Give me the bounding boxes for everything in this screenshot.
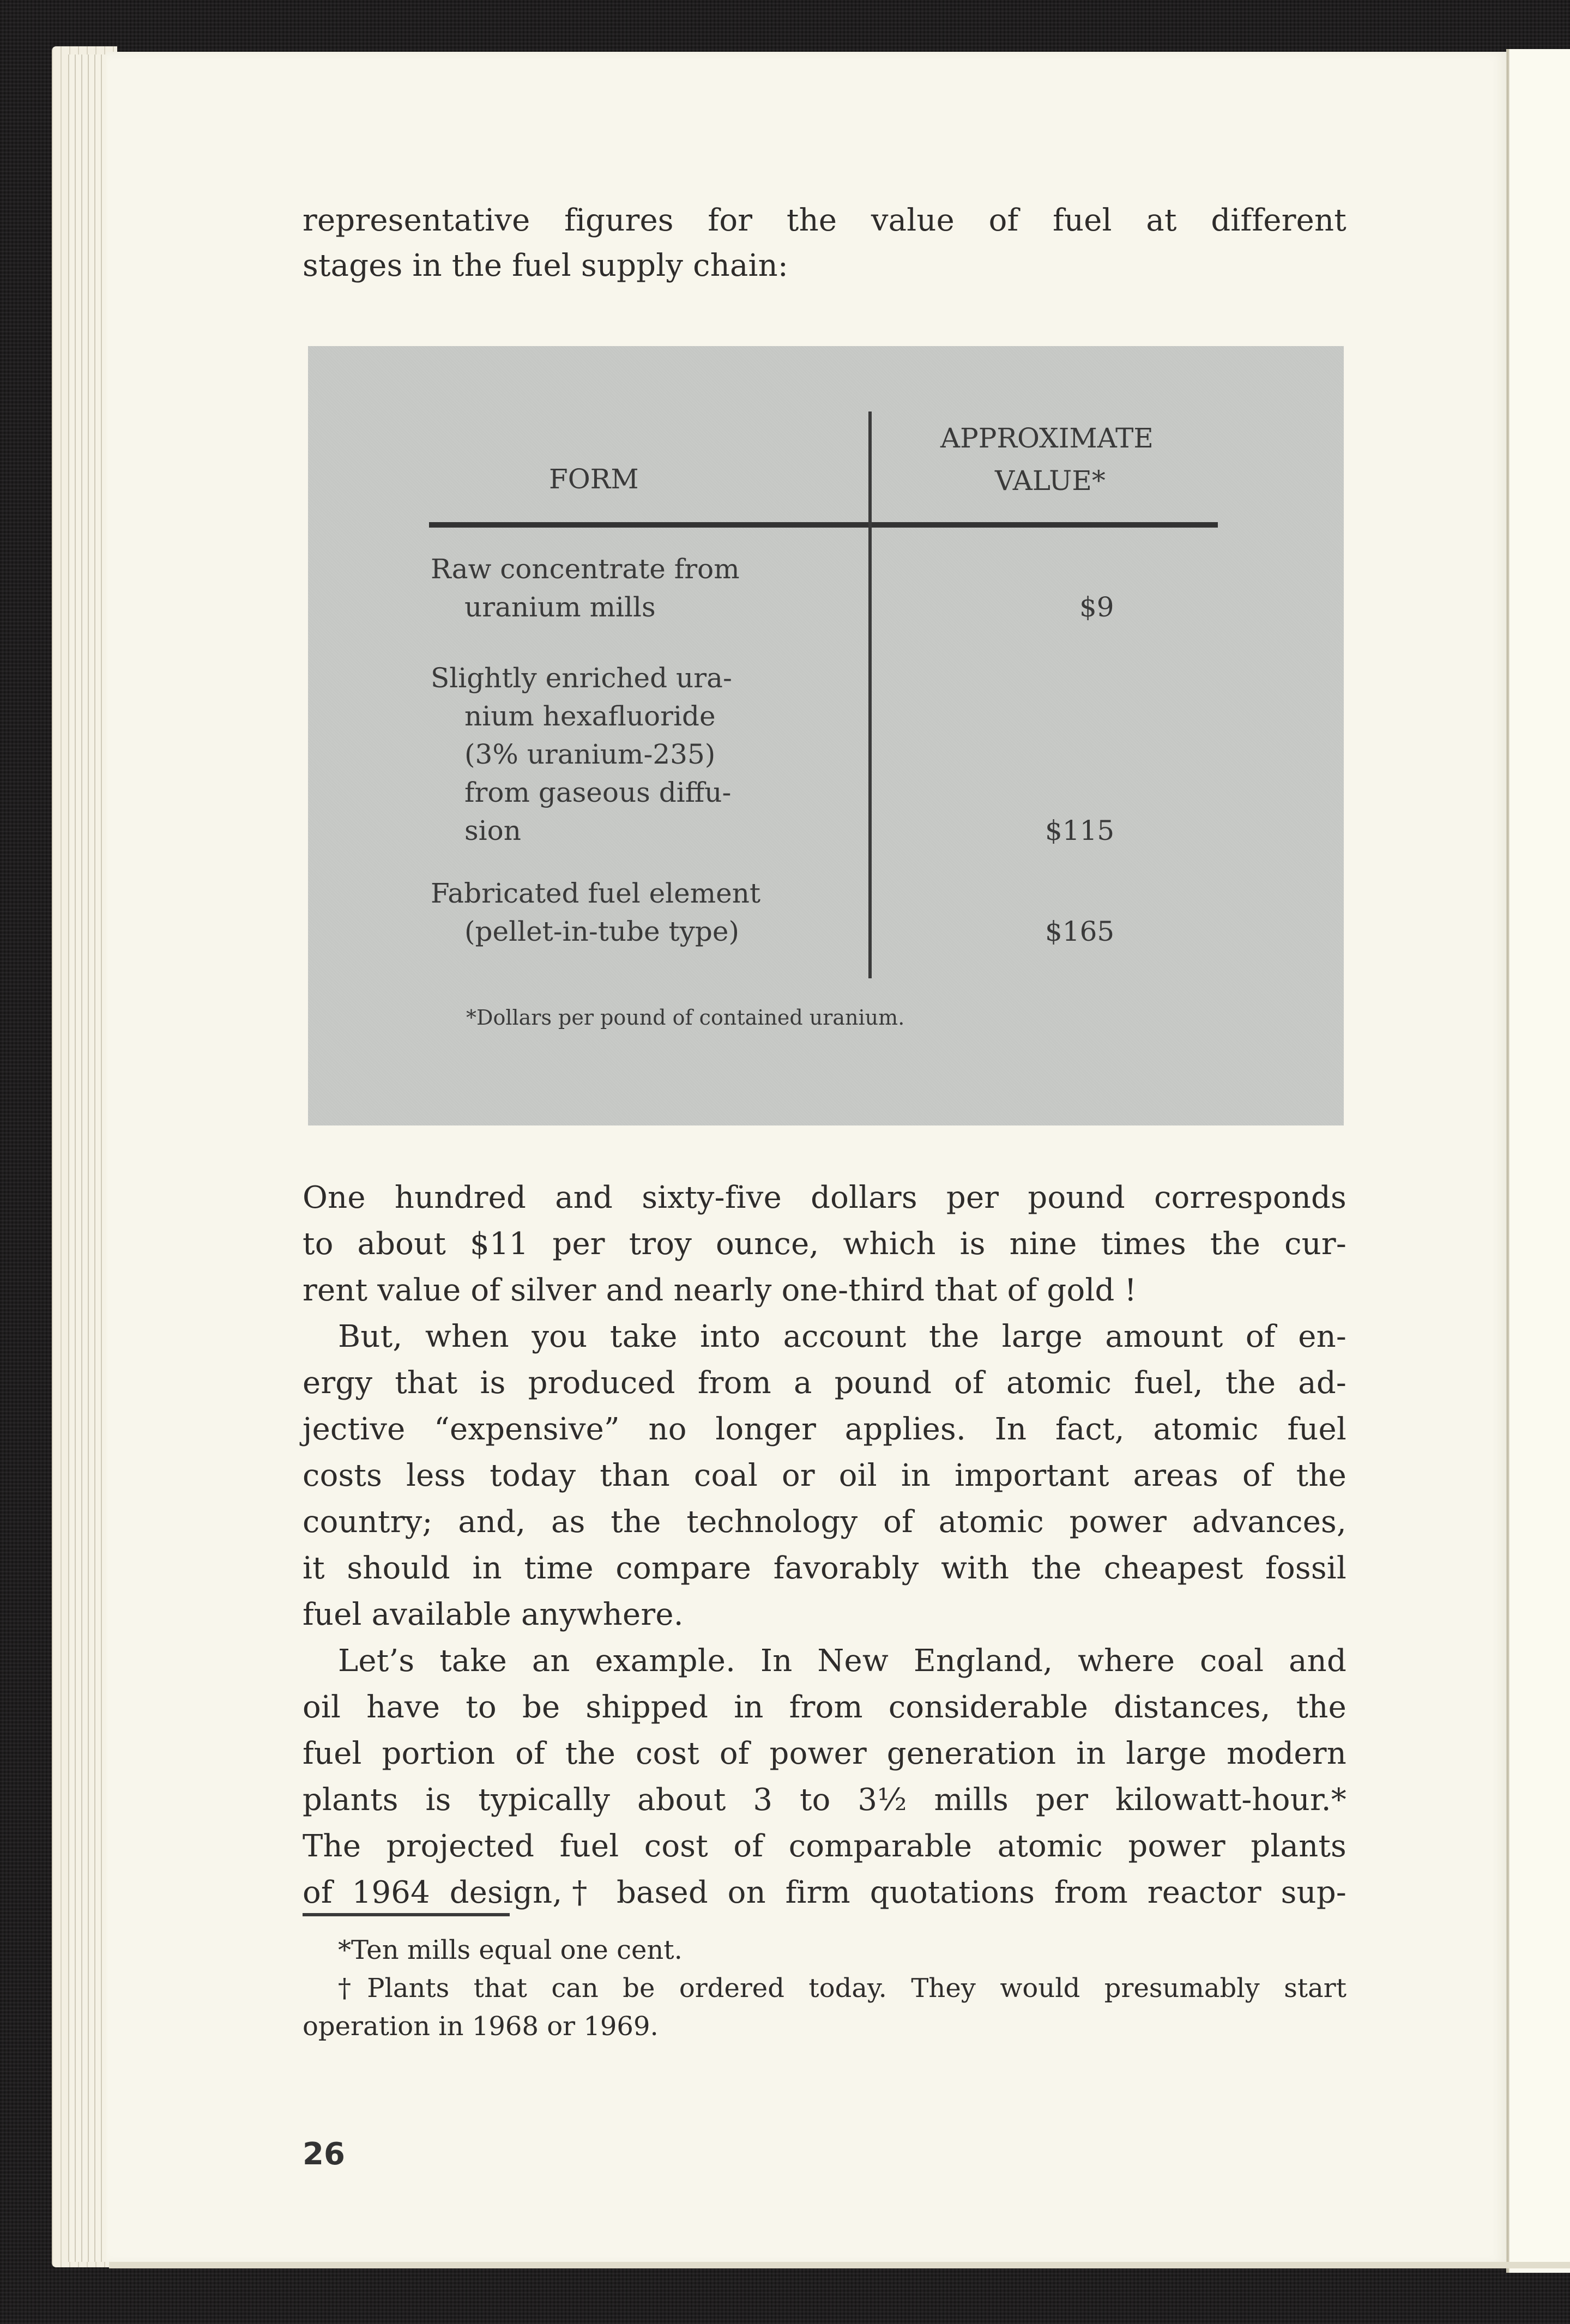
table-row-3-form-line-1: Fabricated fuel element [431,877,761,909]
body-line-15: The projected fuel cost of comparable atomic power plants [303,1829,1346,1864]
body-line-13: fuel portion of the cost of power generation in large modern [303,1736,1346,1771]
body-line-8: country; and, as the technology of atomic power advances, [303,1504,1346,1540]
footnote-1: *Ten mills equal one cent. [338,1935,683,1965]
table-row-2-form-line-3: (3% uranium-235) [464,739,716,770]
table-header-value-line2: VALUE* [995,465,1106,497]
intro-line-1: representative figures for the value of fuel at different [303,203,1346,238]
body-line-10: fuel available anywhere. [303,1597,684,1632]
table-column-divider [868,411,872,978]
table-row-2-value: $115 [1045,815,1115,846]
table-row-2-form-line-1: Slightly enriched ura- [431,662,732,694]
body-line-12: oil have to be shipped in from considerable distances, the [303,1690,1346,1725]
body-line-1: One hundred and sixty-five dollars per pound corresponds [303,1180,1346,1215]
body-line-16: of 1964 design,† based on firm quotations from reactor sup- [303,1875,1346,1910]
book-page-edges-inner [68,55,112,2262]
table-row-1-value: $9 [1079,591,1114,623]
body-line-2: to about $11 per troy ounce, which is nine times the cur- [303,1226,1346,1262]
table-row-2-form-line-5: sion [464,815,521,846]
table-row-2-form-line-2: nium hexafluoride [464,700,716,732]
body-line-6: jective “expensive” no longer applies. In fact, atomic fuel [303,1412,1346,1447]
table-row-3-form-line-2: (pellet-in-tube type) [464,916,739,947]
table-row-2-form-line-4: from gaseous diffu- [464,777,732,808]
body-line-3: rent value of silver and nearly one-third that of gold ! [303,1273,1137,1308]
body-line-4: But, when you take into account the large amount of en- [338,1319,1346,1354]
table-row-1-form-line-1: Raw concentrate from [431,553,740,585]
body-line-11: Let’s take an example. In New England, where coal and [338,1643,1346,1679]
body-line-5: ergy that is produced from a pound of atomic fuel, the ad- [303,1365,1346,1401]
table-row-3-value: $165 [1045,916,1115,947]
table-row-1-form-line-2: uranium mills [464,591,656,623]
body-line-9: it should in time compare favorably with the cheapest fossil [303,1551,1346,1586]
table-header-form: FORM [549,463,639,495]
table-header-value-line1: APPROXIMATE [940,422,1154,454]
table-header-rule [429,522,1218,528]
intro-line-2: stages in the fuel supply chain: [303,248,788,283]
page-number: 26 [303,2137,345,2172]
table-footnote: *Dollars per pound of contained uranium. [466,1006,905,1030]
footnote-rule [303,1913,510,1916]
body-line-7: costs less today than coal or oil in important areas of the [303,1458,1346,1493]
footnote-2-line-1: †Plants that can be ordered today. They would presumably start [338,1973,1346,2004]
book-bottom-edge [109,2262,1570,2268]
footnote-2-line-2: operation in 1968 or 1969. [303,2011,659,2042]
body-line-14: plants is typically about 3 to 3½ mills per kilowatt-hour.* [303,1782,1346,1818]
facing-page-edge [1509,49,1570,2273]
